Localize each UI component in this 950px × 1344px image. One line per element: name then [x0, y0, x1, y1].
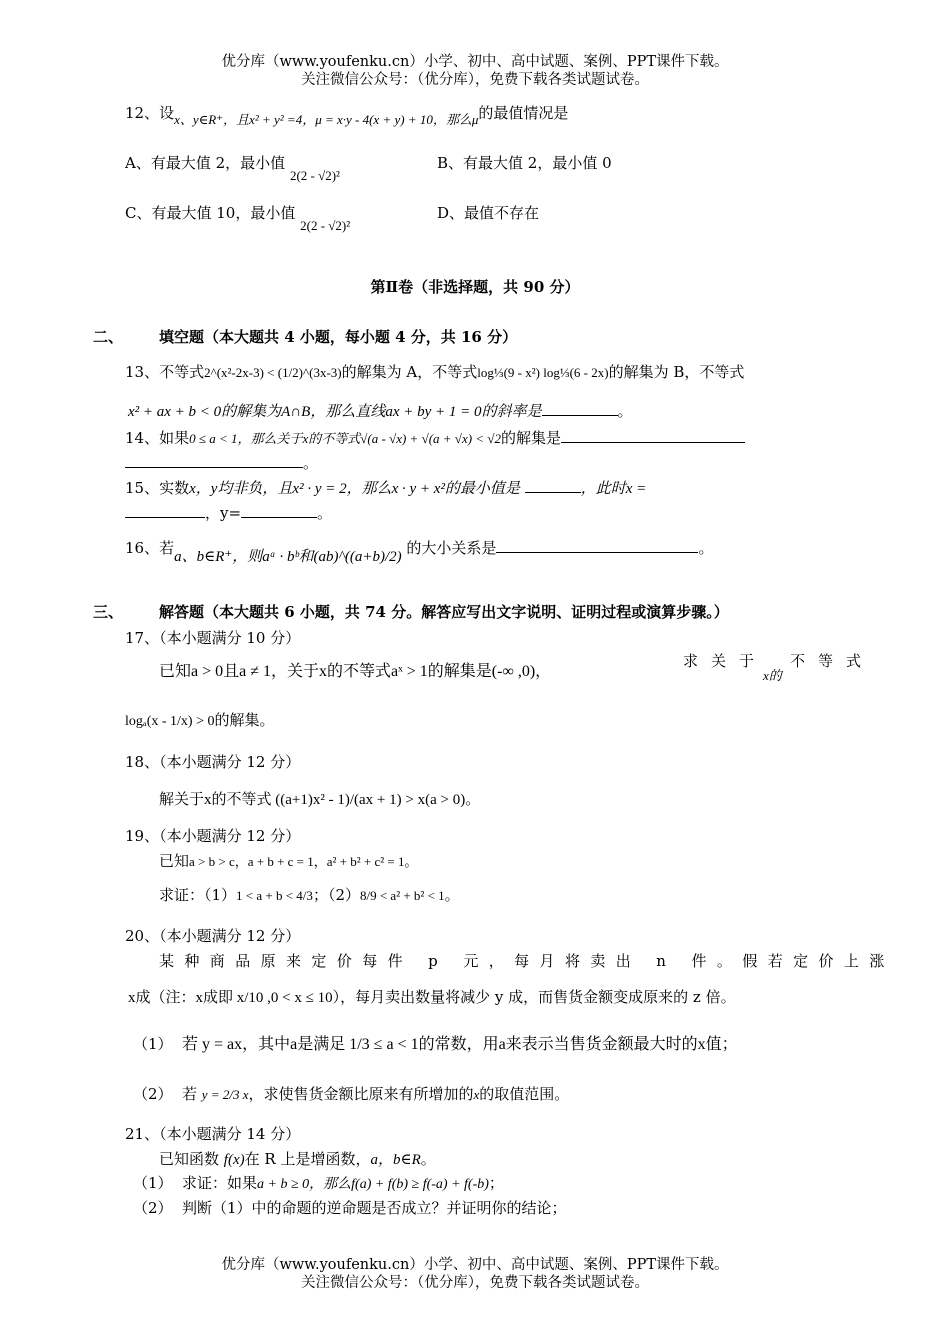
q12-option-b: B、有最大值 2，最小值 0 — [437, 154, 612, 172]
part3-number: 三、 — [93, 603, 124, 621]
part3-heading: 解答题（本大题共 6 小题，共 74 分。解答应写出文字说明、证明过程或演算步骤。） — [159, 603, 729, 621]
q12-condition: x、y∈R⁺，且x² + y² =4，μ = x·y - 4(x + y) + 10，那么μ — [174, 112, 479, 127]
q13-line-2: x² + ax + b < 0的解集为A∩B，那么直线ax + by + 1 = 0的斜率是 。 — [128, 402, 633, 420]
q20-part-1: 若 y = ax，其中a是满足 1/3 ≤ a < 1的常数，用a来表示当售货金额最大时的x值； — [182, 1036, 738, 1053]
q14-answer-blank-2[interactable] — [125, 452, 303, 468]
q17-line-1: 已知a > 0且a ≠ 1，关于x的不等式aˣ > 1的解集是(-∞ ,0)， — [159, 663, 552, 680]
header-line-1: 优分库（www.youfenku.cn）小学、初中、高中试题、案例、PPT课件下载。 — [221, 54, 729, 70]
q21-line-1: 已知函数 f(x)在 R 上是增函数，a，b∈R。 — [159, 1150, 436, 1168]
footer-line-2: 关注微信公众号：（优分库），免费下载各类试题试卷。 — [301, 1275, 649, 1291]
q19-line-2: 求证：（1）1 < a + b < 4/3；（2）8/9 < a² + b² < 1。 — [159, 886, 460, 904]
q14-answer-blank-1[interactable] — [561, 427, 745, 443]
q12-option-d: D、最值不存在 — [437, 204, 540, 222]
q20-part-1-number: （1） — [133, 1035, 173, 1053]
q14-line-2: 。 — [125, 452, 318, 473]
q18-line: 解关于x的不等式 ((a+1)x² - 1)/(ax + 1) > x(a > 0)。 — [159, 790, 481, 808]
q20-title: 20、（本小题满分 12 分） — [125, 927, 301, 945]
part2-heading: 填空题（本大题共 4 小题，每小题 4 分，共 16 分） — [159, 328, 518, 346]
q17-title: 17、（本小题满分 10 分） — [125, 629, 301, 647]
q20-part-2: 若 y = 2/3 x，求使售货金额比原来有所增加的x的取值范围。 — [182, 1085, 570, 1103]
q21-part-1: 求证：如果a + b ≥ 0，那么f(a) + f(b) ≥ f(-a) + f(-b)； — [182, 1174, 504, 1192]
q21-part-1-number: （1） — [133, 1174, 173, 1192]
q15-line-1: 15、实数x，y均非负，且x² · y = 2，那么x · y + x²的最小值是 ，此时x = — [125, 479, 647, 497]
q15-line-2: ，y= 。 — [125, 502, 332, 523]
q20-line-1: 某种商品原来定价每件 p 元，每月将卖出 n 件。假若定价上涨 — [159, 952, 895, 970]
q17-right-text-2: 不等式 — [790, 652, 875, 670]
q15-y-blank[interactable] — [241, 502, 317, 518]
q13-line-1: 13、不等式2^(x²-2x-3) < (1/2)^(3x-3)的解集为 A，不等式log⅓(9 - x²) log⅓(6 - 2x)的解集为 B，不等式 — [125, 363, 745, 381]
q18-title: 18、（本小题满分 12 分） — [125, 753, 301, 771]
q17-right-text: 求关于 — [683, 652, 768, 670]
q14-line-1: 14、如果0 ≤ a < 1，那么关于x的不等式√(a - √x) + √(a + √x) < √2的解集是 — [125, 427, 745, 449]
part2-number: 二、 — [93, 328, 124, 346]
q20-part-2-number: （2） — [133, 1085, 173, 1103]
q21-title: 21、（本小题满分 14 分） — [125, 1125, 301, 1143]
q21-part-2: 判断（1）中的命题的逆命题是否成立？并证明你的结论； — [182, 1199, 567, 1217]
q12-option-a: A、有最大值 2，最小值 2(2 - √2)² — [125, 154, 340, 183]
q19-title: 19、（本小题满分 12 分） — [125, 827, 301, 845]
q16-line: 16、若a、b∈R⁺，则aᵃ · bᵇ和(ab)^((a+b)/2) 的大小关系是 。 — [125, 539, 714, 565]
q21-part-2-number: （2） — [133, 1199, 173, 1217]
q19-line-1: 已知a > b > c，a + b + c = 1，a² + b² + c² = 1。 — [159, 852, 418, 870]
q15-x-blank[interactable] — [125, 502, 205, 518]
header-line-2: 关注微信公众号：（优分库），免费下载各类试题试卷。 — [301, 72, 649, 88]
q17-line-2: logₐ(x - 1/x) > 0的解集。 — [125, 711, 275, 729]
q17-right-x: x的 — [763, 668, 782, 683]
footer-line-1: 优分库（www.youfenku.cn）小学、初中、高中试题、案例、PPT课件下载。 — [221, 1257, 729, 1273]
q15-min-blank[interactable] — [525, 477, 581, 493]
q16-answer-blank[interactable] — [496, 537, 698, 553]
q12-stem: 12、设x、y∈R⁺，且x² + y² =4，μ = x·y - 4(x + y) + 10，那么μ的最值情况是 — [125, 104, 569, 127]
part2-title: 第Ⅱ卷（非选择题，共 90 分） — [370, 278, 580, 296]
q12-option-c: C、有最大值 10，最小值 2(2 - √2)² — [125, 204, 351, 233]
q13-answer-blank[interactable] — [542, 400, 618, 416]
q20-line-2: x成（注：x成即 x/10 ,0 < x ≤ 10），每月卖出数量将减少 y 成，而售货金额变成原来的 z 倍。 — [128, 988, 736, 1006]
